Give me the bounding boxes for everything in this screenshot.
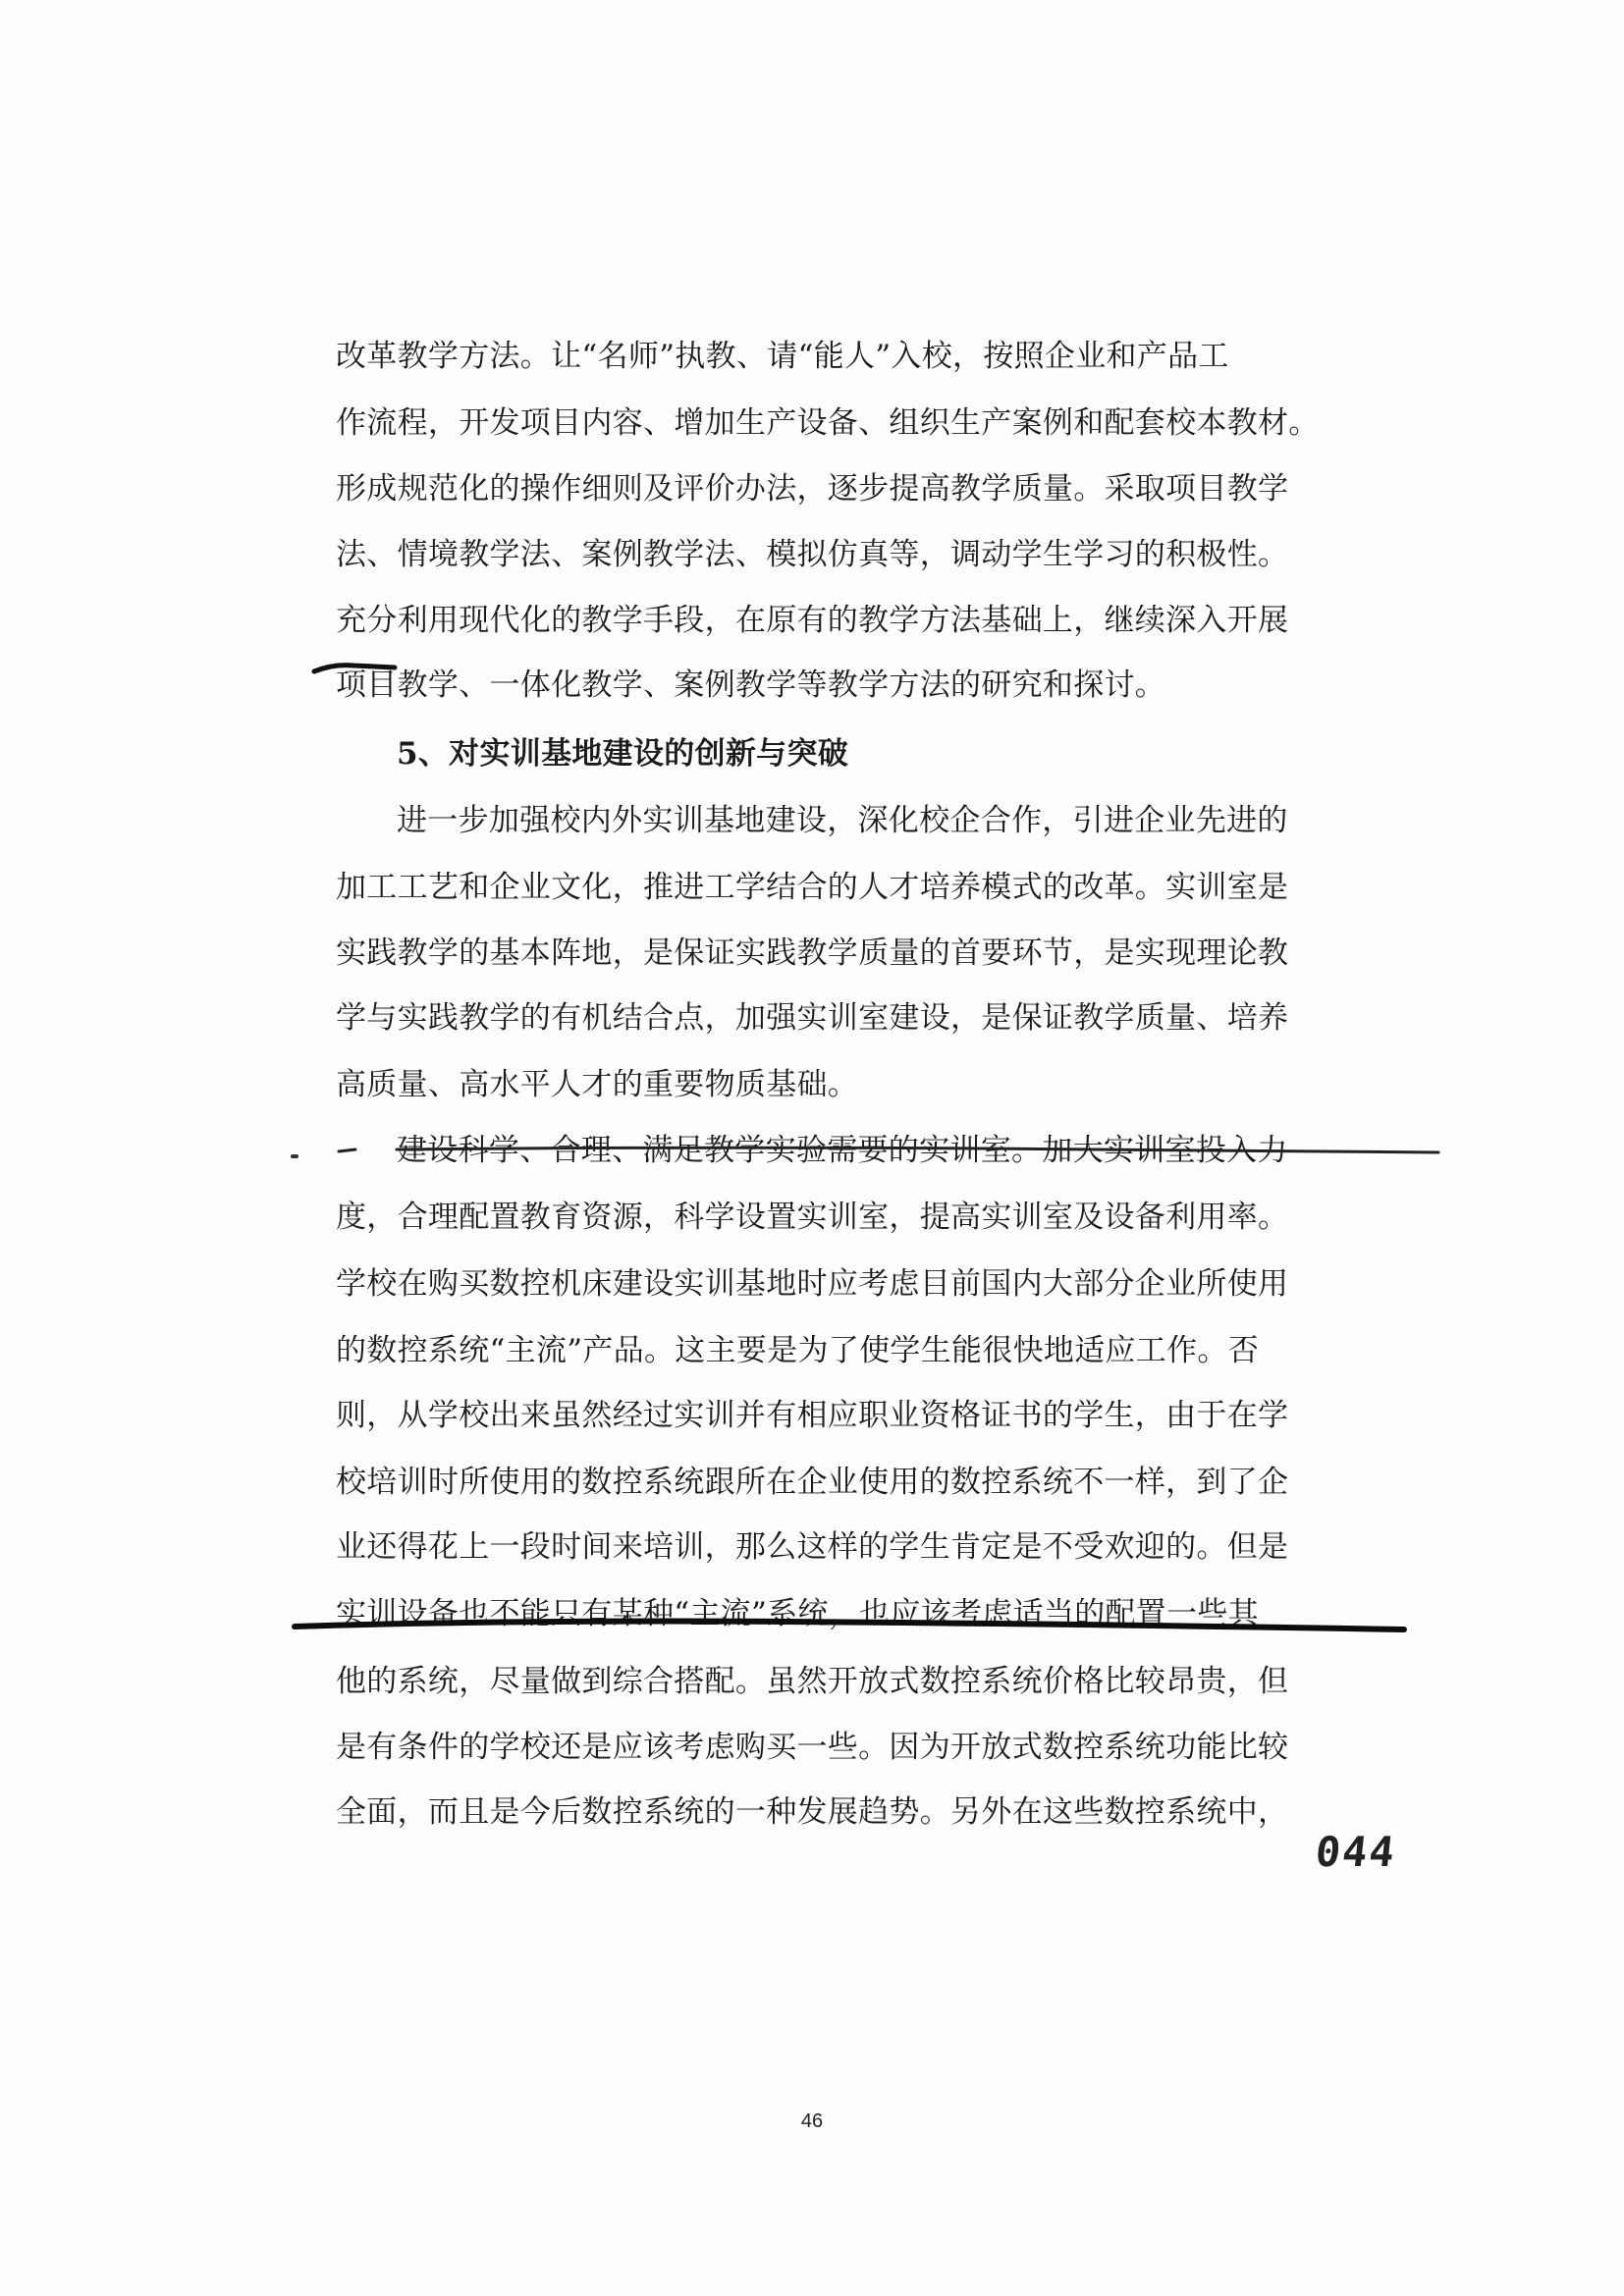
text-line: 实训设备也不能只有某种“主流”系统，也应该考虑适当的配置一些其	[336, 1596, 1259, 1631]
text-line: 进一步加强校内外实训基地建设，深化校企合作，引进企业先进的	[397, 803, 1288, 838]
text-line: 则，从学校出来虽然经过实训并有相应职业资格证书的学生，由于在学	[336, 1398, 1289, 1433]
text-line: 加工工艺和企业文化，推进工学结合的人才培养模式的改革。实训室是	[336, 870, 1289, 905]
text-line: 法、情境教学法、案例教学法、模拟仿真等，调动学生学习的积极性。	[336, 537, 1289, 572]
text-line: 学与实践教学的有机结合点，加强实训室建设，是保证教学质量、培养	[336, 1000, 1289, 1036]
text-line: 度，合理配置教育资源，科学设置实训室，提高实训室及设备利用率。	[336, 1200, 1289, 1235]
text-line: 学校在购买数控机床建设实训基地时应考虑目前国内大部分企业所使用	[336, 1266, 1289, 1302]
page-number: 46	[800, 2110, 824, 2132]
section-heading: 5、对实训基地建设的创新与突破	[397, 736, 849, 772]
text-line: 他的系统，尽量做到综合搭配。虽然开放式数控系统价格比较昂贵，但	[336, 1664, 1289, 1699]
text-line: 是有条件的学校还是应该考虑购买一些。因为开放式数控系统功能比较	[336, 1730, 1289, 1765]
text-line: 的数控系统“主流”产品。这主要是为了使学生能很快地适应工作。否	[336, 1333, 1259, 1368]
archive-stamp-number: 044	[1313, 1828, 1399, 1876]
text-line: 项目教学、一体化教学、案例教学等教学方法的研究和探讨。	[336, 667, 1166, 703]
text-line: 实践教学的基本阵地，是保证实践教学质量的首要环节，是实现理论教	[336, 935, 1289, 971]
text-line: 高质量、高水平人才的重要物质基础。	[336, 1067, 859, 1102]
text-line: 作流程，开发项目内容、增加生产设备、组织生产案例和配套校本教材。	[336, 405, 1320, 441]
text-line: 充分利用现代化的教学手段，在原有的教学方法基础上，继续深入开展	[336, 603, 1289, 638]
text-line: 校培训时所使用的数控系统跟所在企业使用的数控系统不一样，到了企	[336, 1465, 1289, 1500]
text-line: 全面，而且是今后数控系统的一种发展趋势。另外在这些数控系统中，	[336, 1794, 1289, 1830]
text-line: 建设科学、合理、满足教学实验需要的实训室。加大实训室投入力	[397, 1133, 1288, 1168]
text-line: 改革教学方法。让“名师”执教、请“能人”入校，按照企业和产品工	[336, 339, 1229, 374]
text-line: 业还得花上一段时间来培训，那么这样的学生肯定是不受欢迎的。但是	[336, 1529, 1289, 1565]
text-line: 形成规范化的操作细则及评价办法，逐步提高教学质量。采取项目教学	[336, 471, 1289, 507]
